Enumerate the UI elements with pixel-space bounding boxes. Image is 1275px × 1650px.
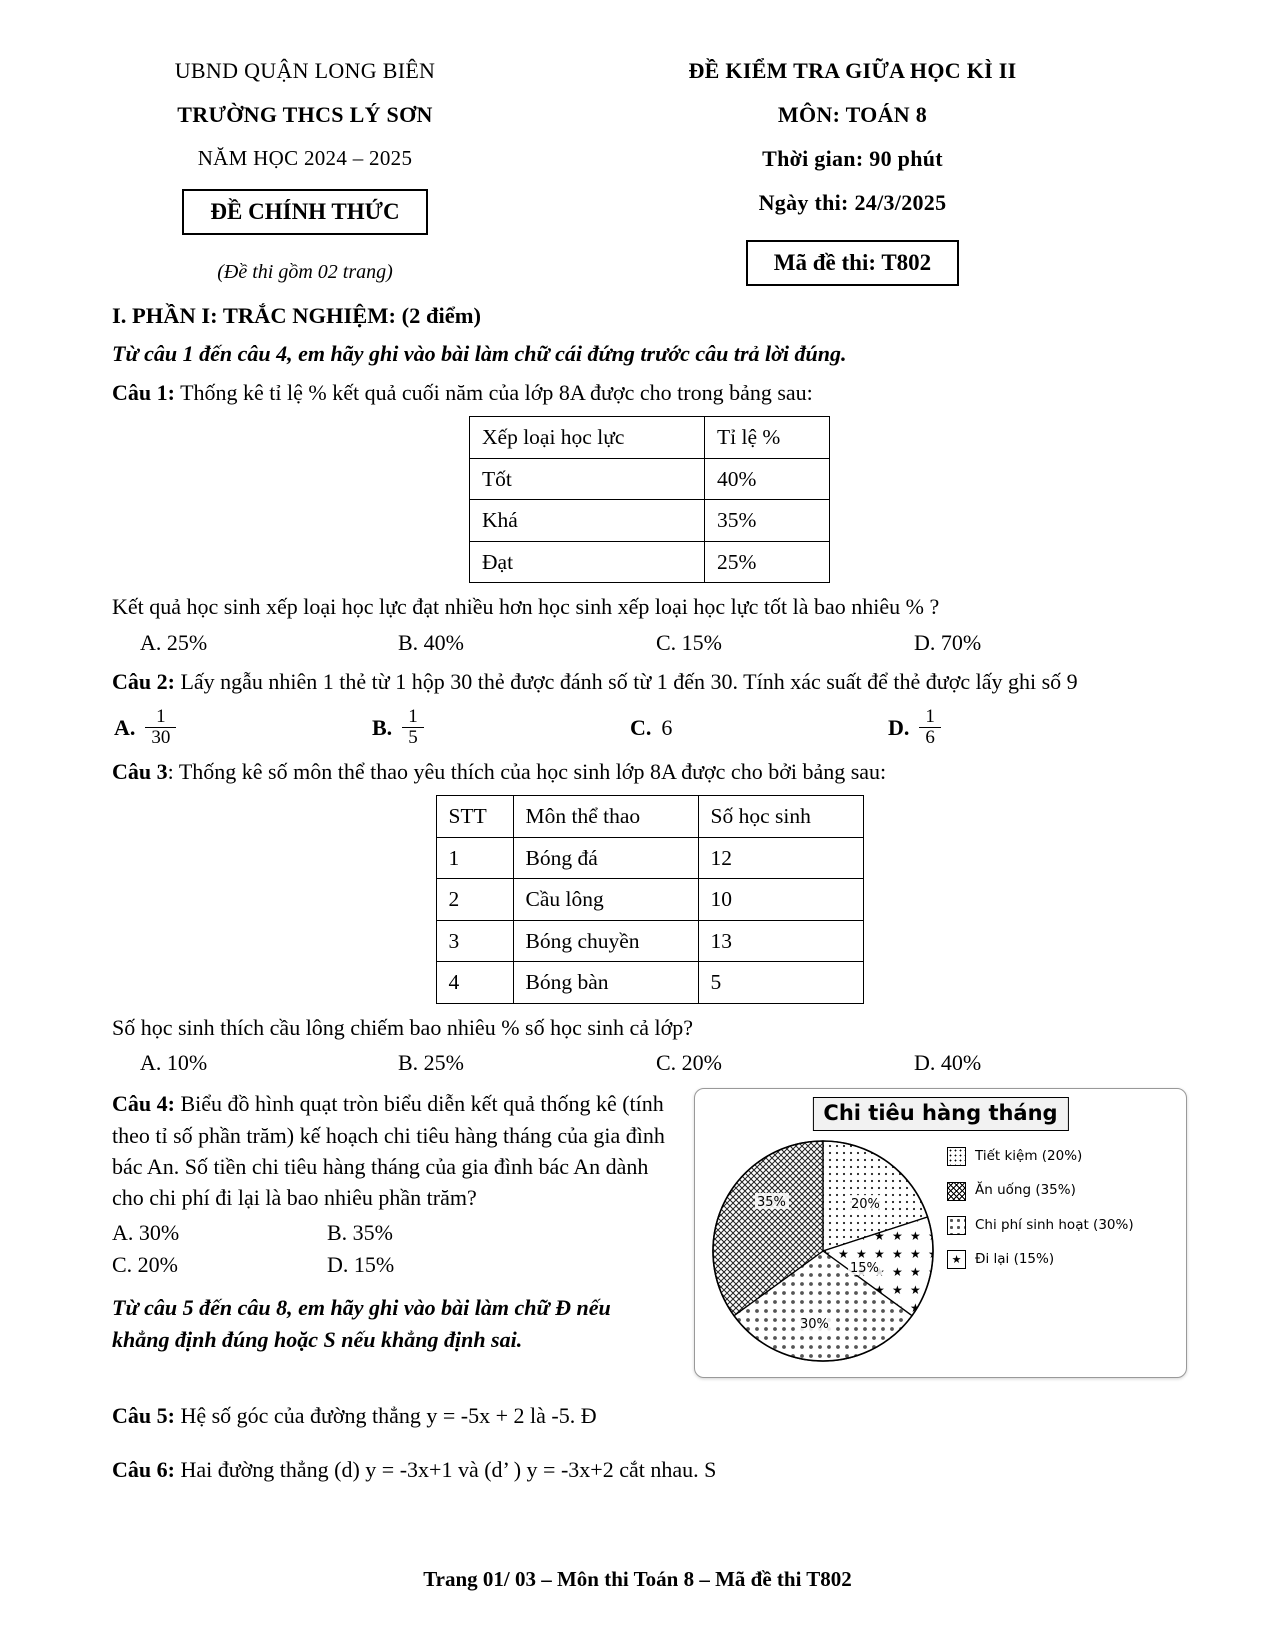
header-left-block bbox=[90, 58, 520, 286]
option-c[interactable] bbox=[630, 712, 888, 743]
table-cell: 10 bbox=[698, 879, 863, 921]
option-d[interactable] bbox=[888, 707, 1146, 748]
question-3-options bbox=[112, 1047, 1187, 1078]
table-cell: Bóng đá bbox=[513, 837, 698, 879]
option-b[interactable] bbox=[372, 707, 630, 748]
table-row bbox=[436, 962, 863, 1004]
table-cell: 5 bbox=[698, 962, 863, 1004]
table-header-cell: STT bbox=[436, 796, 513, 838]
table-header-cell: Tỉ lệ % bbox=[705, 417, 830, 459]
option-c[interactable]: C. 20% bbox=[656, 1050, 722, 1076]
option-d[interactable]: D. 70% bbox=[914, 629, 982, 655]
table-row bbox=[436, 837, 863, 879]
question-4-block bbox=[112, 1088, 1187, 1378]
fraction-1-5 bbox=[402, 707, 424, 748]
table-row bbox=[470, 458, 830, 500]
question-2 bbox=[112, 666, 1187, 697]
table-cell: Khá bbox=[470, 500, 705, 542]
question-4-text-column bbox=[112, 1088, 672, 1378]
question-5 bbox=[112, 1400, 1187, 1431]
table-row bbox=[470, 500, 830, 542]
option-c[interactable]: C. 15% bbox=[656, 629, 722, 655]
question-3-table-wrap bbox=[112, 795, 1187, 1004]
option-a[interactable] bbox=[114, 707, 372, 748]
question-6-label: Câu 6: bbox=[112, 1456, 175, 1482]
pie-chart-card bbox=[694, 1088, 1187, 1378]
legend-swatch-star-icon: ★ bbox=[947, 1250, 966, 1269]
question-4 bbox=[112, 1088, 672, 1213]
option-b-letter: B. bbox=[372, 714, 393, 740]
table-row bbox=[436, 879, 863, 921]
option-a[interactable]: A. 25% bbox=[140, 629, 208, 655]
exam-title: ĐỀ KIỂM TRA GIỮA HỌC KÌ II bbox=[688, 58, 1017, 83]
legend-label: Ăn uống (35%) bbox=[975, 1182, 1076, 1199]
pie-label-sinh-hoat: 30% bbox=[800, 1317, 829, 1333]
pie-chart-svg bbox=[709, 1137, 937, 1365]
table-cell: Đạt bbox=[470, 541, 705, 583]
table-header-cell: Môn thể thao bbox=[513, 796, 698, 838]
legend-swatch-crosshatch-icon bbox=[947, 1182, 966, 1201]
pie-chart-legend bbox=[947, 1147, 1134, 1284]
legend-item-an-uong bbox=[947, 1181, 1134, 1200]
question-1-options bbox=[112, 627, 1187, 658]
table-cell: 25% bbox=[705, 541, 830, 583]
fraction-denominator: 5 bbox=[402, 727, 424, 748]
option-a[interactable]: A. 10% bbox=[140, 1050, 208, 1076]
table-cell: Tốt bbox=[470, 458, 705, 500]
table-cell: 4 bbox=[436, 962, 513, 1004]
option-c-value: 6 bbox=[661, 714, 673, 740]
fraction-numerator: 1 bbox=[408, 706, 418, 728]
question-6 bbox=[112, 1454, 1187, 1485]
table-cell: Bóng bàn bbox=[513, 962, 698, 1004]
table-cell: 35% bbox=[705, 500, 830, 542]
school-authority: UBND QUẬN LONG BIÊN bbox=[174, 58, 436, 83]
question-2-text: Lấy ngẫu nhiên 1 thẻ từ 1 hộp 30 thẻ được đánh số từ 1 đến 30. Tính xác suất để thẻ được lấy ghi số 9 bbox=[180, 668, 1078, 694]
table-cell: 1 bbox=[436, 837, 513, 879]
section-instruction-2: Từ câu 5 đến câu 8, em hãy ghi vào bài làm chữ Đ nếu khẳng định đúng hoặc S nếu khẳng định sai. bbox=[112, 1294, 611, 1352]
table-header-row bbox=[436, 796, 863, 838]
exam-content bbox=[0, 300, 1275, 1485]
page-count-note: (Đề thi gồm 02 trang) bbox=[217, 261, 393, 283]
pie-label-di-lai: 15% bbox=[850, 1261, 879, 1277]
fraction-denominator: 6 bbox=[919, 727, 941, 748]
official-exam-badge: ĐỀ CHÍNH THỨC bbox=[182, 189, 427, 235]
option-d[interactable]: D. 15% bbox=[327, 1251, 395, 1277]
table-cell: 40% bbox=[705, 458, 830, 500]
school-year: NĂM HỌC 2024 – 2025 bbox=[197, 146, 413, 170]
question-4-options bbox=[112, 1217, 672, 1279]
document-header bbox=[0, 0, 1275, 286]
fraction-denominator: 30 bbox=[145, 727, 176, 748]
exam-code-badge: Mã đề thi: T802 bbox=[746, 240, 959, 286]
exam-date: Ngày thi: 24/3/2025 bbox=[758, 190, 947, 215]
legend-label: Chi phí sinh hoạt (30%) bbox=[975, 1216, 1134, 1233]
table-cell: Bóng chuyền bbox=[513, 920, 698, 962]
option-a-letter: A. bbox=[114, 714, 136, 740]
pie-label-tiet-kiem: 20% bbox=[851, 1197, 880, 1213]
question-4-text: Biểu đồ hình quạt tròn biểu diễn kết quả thống kê (tính theo tỉ số phần trăm) kế hoạch chi tiêu hàng tháng của gia đình bác An. Số tiền chi tiêu hàng tháng của gia đình bác An dành cho chi phí đi lại là bao nhiêu phần trăm? bbox=[112, 1091, 665, 1211]
question-5-text: Hệ số góc của đường thẳng y = -5x + 2 là -5. Đ bbox=[180, 1403, 597, 1429]
question-2-options bbox=[112, 707, 1187, 748]
question-5-label: Câu 5: bbox=[112, 1403, 175, 1429]
legend-item-sinh-hoat bbox=[947, 1216, 1134, 1235]
option-d-letter: D. bbox=[888, 714, 910, 740]
fraction-1-30 bbox=[145, 707, 176, 748]
grades-table bbox=[469, 416, 830, 583]
header-right-block bbox=[520, 58, 1185, 286]
option-d[interactable]: D. 40% bbox=[914, 1050, 982, 1076]
school-name: TRƯỜNG THCS LÝ SƠN bbox=[177, 102, 433, 127]
option-a[interactable]: A. 30% bbox=[112, 1220, 180, 1246]
question-2-label: Câu 2: bbox=[112, 668, 175, 694]
option-c-letter: C. bbox=[630, 714, 652, 740]
option-b[interactable]: B. 40% bbox=[398, 629, 464, 655]
question-1-label: Câu 1: bbox=[112, 380, 175, 406]
exam-duration: Thời gian: 90 phút bbox=[762, 146, 943, 171]
question-3-text: : Thống kê số môn thể thao yêu thích của học sinh lớp 8A được cho bởi bảng sau: bbox=[167, 759, 887, 785]
table-header-cell: Số học sinh bbox=[698, 796, 863, 838]
fraction-1-6 bbox=[919, 707, 941, 748]
table-row bbox=[470, 541, 830, 583]
legend-item-di-lai bbox=[947, 1250, 1134, 1269]
table-cell: 12 bbox=[698, 837, 863, 879]
exam-subject: MÔN: TOÁN 8 bbox=[777, 102, 928, 127]
question-4-options-row-2 bbox=[112, 1249, 672, 1280]
option-b[interactable]: B. 35% bbox=[327, 1220, 393, 1246]
table-cell: 2 bbox=[436, 879, 513, 921]
question-4-label: Câu 4: bbox=[112, 1091, 175, 1117]
legend-item-tiet-kiem bbox=[947, 1147, 1134, 1166]
legend-swatch-dots-icon bbox=[947, 1147, 966, 1166]
question-3-prompt: Số học sinh thích cầu lông chiếm bao nhiêu % số học sinh cả lớp? bbox=[112, 1014, 694, 1040]
legend-label: Đi lại (15%) bbox=[975, 1250, 1055, 1267]
section-title: I. PHẦN I: TRẮC NGHIỆM: (2 điểm) bbox=[112, 303, 481, 328]
question-1 bbox=[112, 377, 1187, 408]
question-6-text: Hai đường thẳng (d) y = -3x+1 và (d’ ) y = -3x+2 cắt nhau. S bbox=[180, 1456, 717, 1482]
option-c[interactable]: C. 20% bbox=[112, 1251, 178, 1277]
table-header-row bbox=[470, 417, 830, 459]
legend-swatch-coarse-dots-icon bbox=[947, 1216, 966, 1235]
pie-chart-title: Chi tiêu hàng tháng bbox=[812, 1097, 1068, 1131]
pie-chart bbox=[709, 1137, 937, 1365]
legend-label: Tiết kiệm (20%) bbox=[975, 1148, 1083, 1165]
table-cell: Cầu lông bbox=[513, 879, 698, 921]
section-instruction: Từ câu 1 đến câu 4, em hãy ghi vào bài làm chữ cái đứng trước câu trả lời đúng. bbox=[112, 340, 847, 366]
sports-table bbox=[436, 795, 864, 1004]
pie-label-an-uong: 35% bbox=[757, 1195, 786, 1211]
question-4-options-row-1 bbox=[112, 1217, 672, 1248]
fraction-numerator: 1 bbox=[925, 706, 935, 728]
question-3-label: Câu 3 bbox=[112, 759, 168, 785]
question-3 bbox=[112, 756, 1187, 787]
table-cell: 3 bbox=[436, 920, 513, 962]
question-1-text: Thống kê tỉ lệ % kết quả cuối năm của lớp 8A được cho trong bảng sau: bbox=[180, 380, 813, 406]
page-footer: Trang 01/ 03 – Môn thi Toán 8 – Mã đề thi T802 bbox=[423, 1567, 852, 1591]
table-row bbox=[436, 920, 863, 962]
fraction-numerator: 1 bbox=[156, 706, 166, 728]
table-cell: 13 bbox=[698, 920, 863, 962]
table-header-cell: Xếp loại học lực bbox=[470, 417, 705, 459]
question-1-prompt: Kết quả học sinh xếp loại học lực đạt nhiều hơn học sinh xếp loại học lực tốt là bao nhiêu % ? bbox=[112, 594, 940, 620]
question-1-table-wrap bbox=[112, 416, 1187, 583]
option-b[interactable]: B. 25% bbox=[398, 1050, 464, 1076]
